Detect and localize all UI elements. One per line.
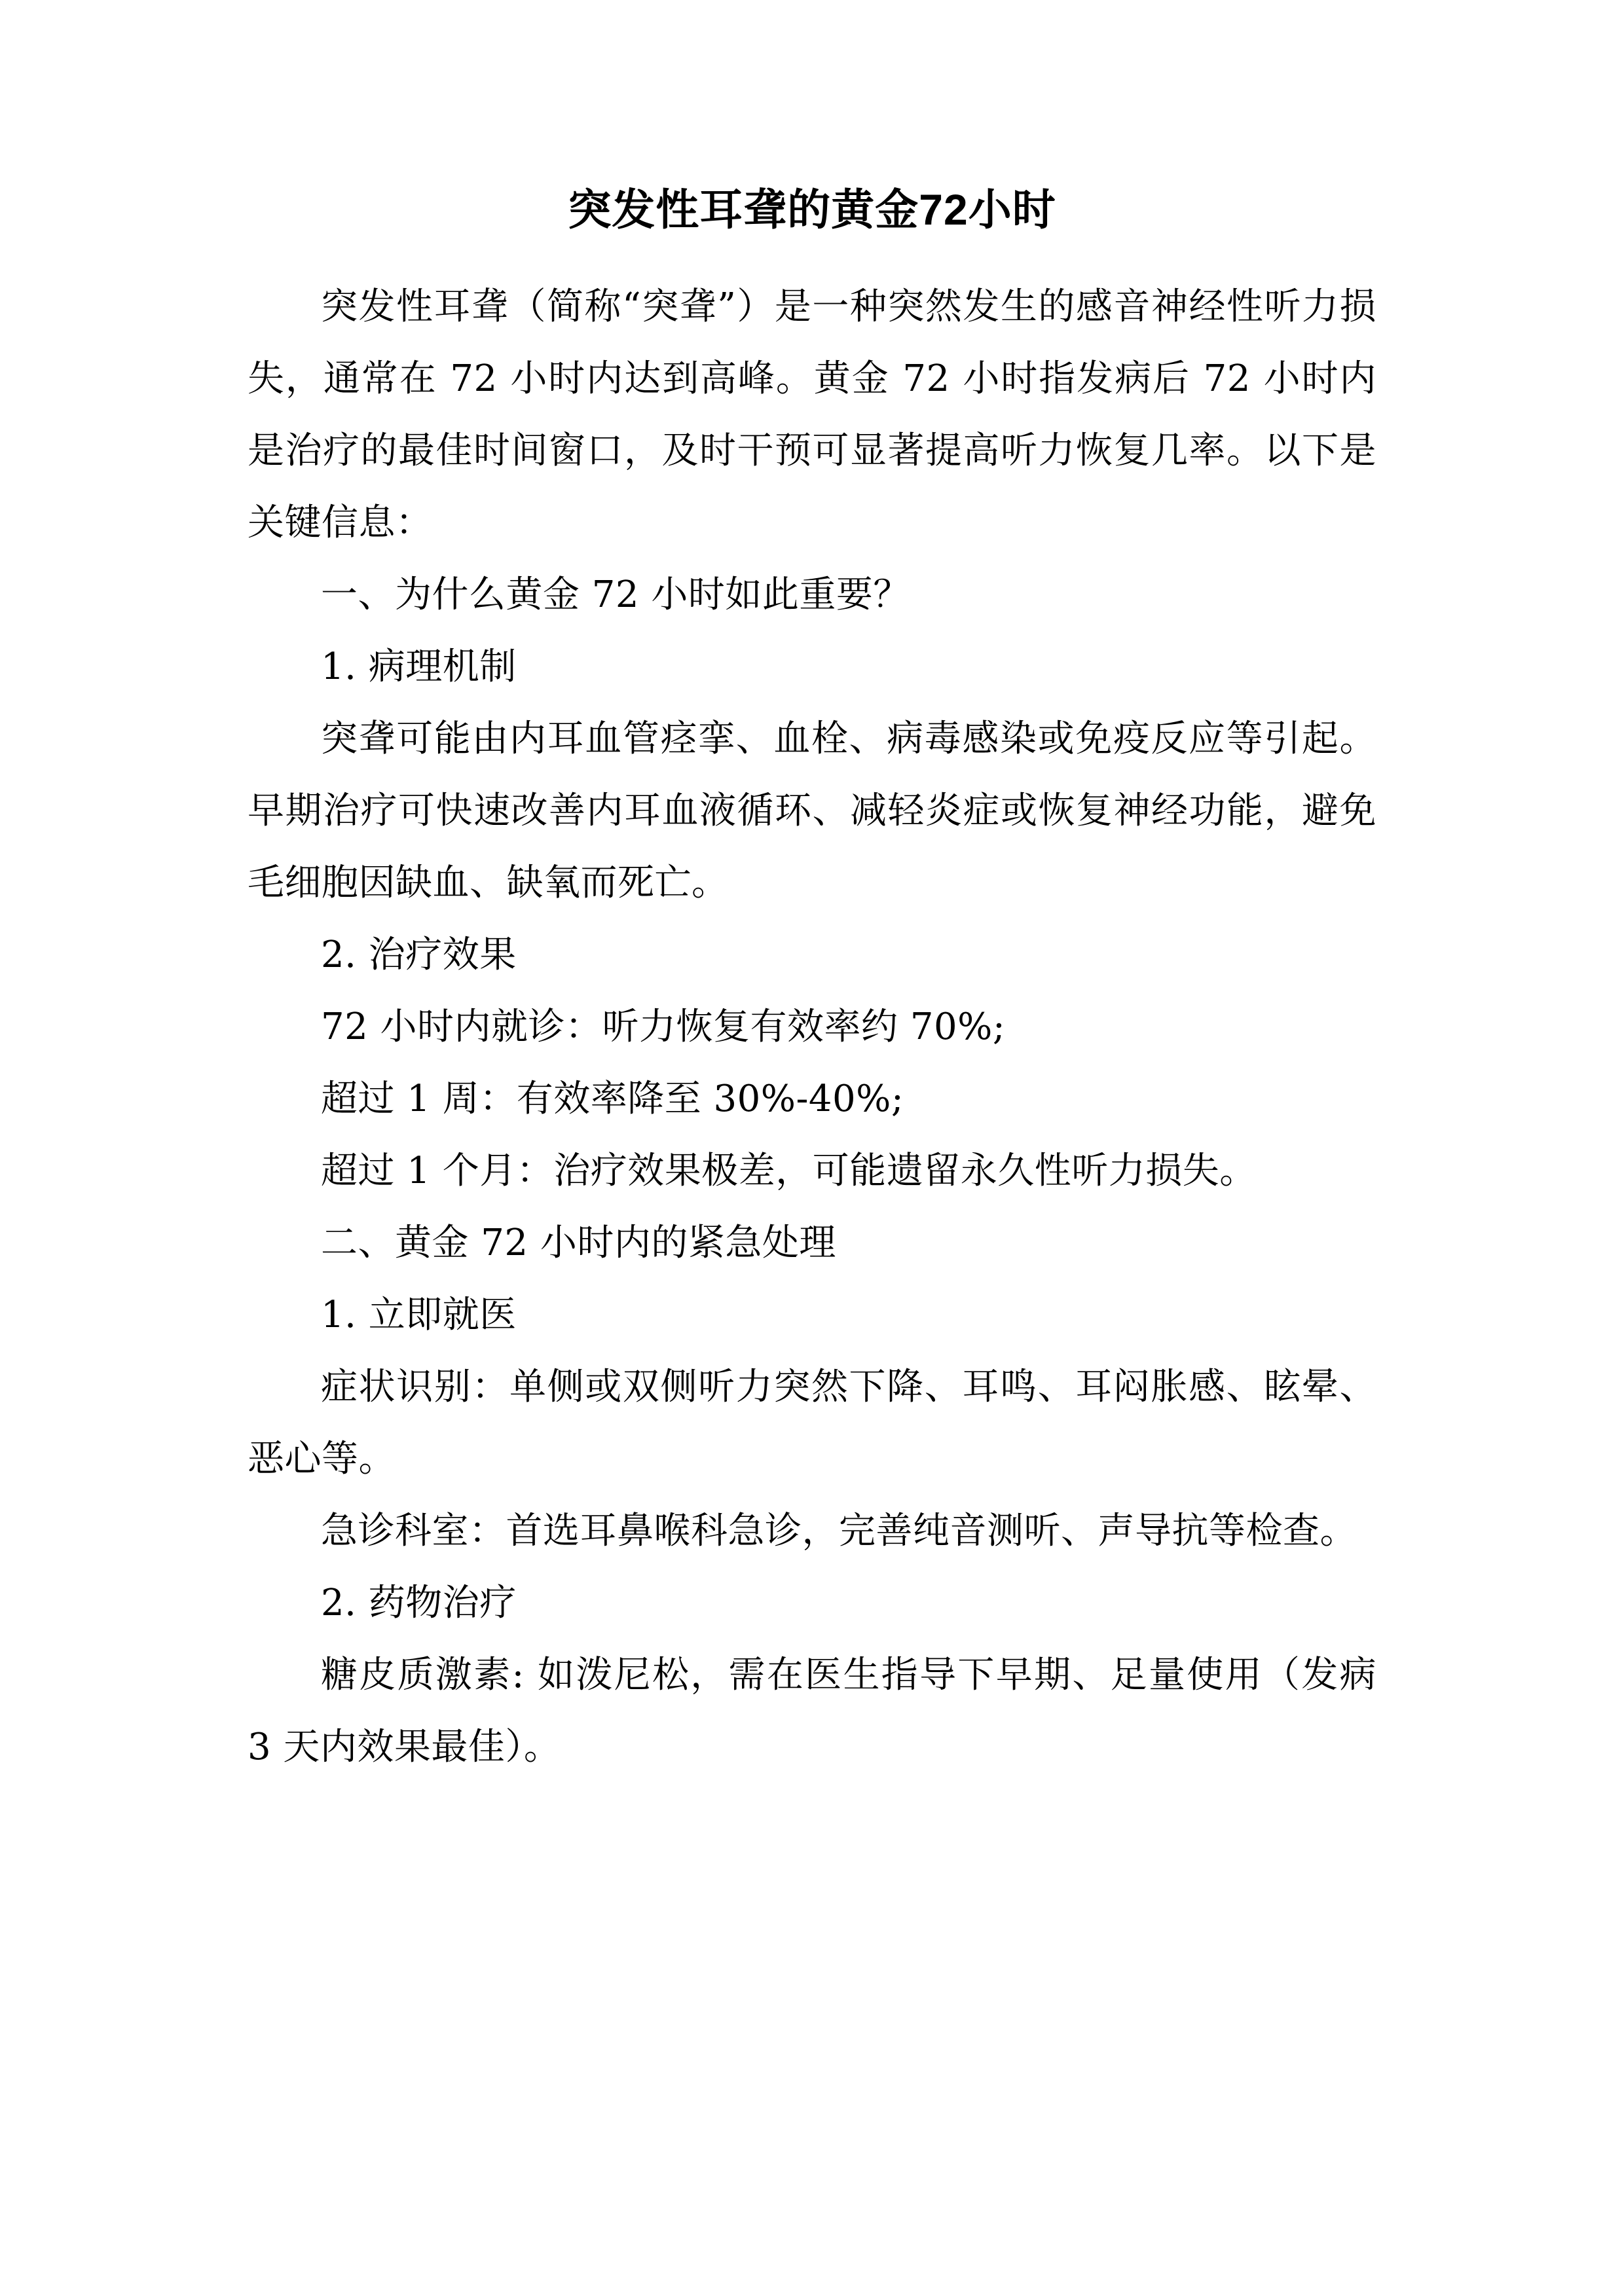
subheading-medication: 2. 药物治疗 [321, 1582, 517, 1624]
subheading-pathology: 1. 病理机制 [321, 646, 517, 688]
paragraph-symptom-recognition: 症状识别：单侧或双侧听力突然下降、耳鸣、耳闷胀感、眩晕、恶心等。 [248, 1366, 1376, 1480]
page-title: 突发性耳聋的黄金72小时 [568, 185, 1056, 234]
effect-over-one-week: 超过 1 周：有效率降至 30%-40%; [321, 1078, 904, 1120]
effect-within-72-hours: 72 小时内就诊：听力恢复有效率约 70%; [321, 1006, 1006, 1048]
effect-over-one-month: 超过 1 个月：治疗效果极差，可能遗留永久性听力损失。 [321, 1150, 1257, 1192]
paragraph-emergency-department: 急诊科室：首选耳鼻喉科急诊，完善纯音测听、声导抗等检查。 [321, 1510, 1357, 1552]
paragraph-corticosteroid: 糖皮质激素: 如泼尼松，需在医生指导下早期、足量使用（发病 3 天内效果最佳）。 [248, 1654, 1376, 1768]
subheading-treatment-effect: 2. 治疗效果 [321, 934, 517, 976]
paragraph-intro: 突发性耳聋（简称“突聋”）是一种突然发生的感音神经性听力损失，通常在 72 小时内达到高峰。黄金 72 小时指发病后 72 小时内是治疗的最佳时间窗口，及时干预可显著提高听力恢复几率。以下是关键信息： [248, 285, 1376, 544]
paragraph-pathology: 突聋可能由内耳血管痉挛、血栓、病毒感染或免疫反应等引起。早期治疗可快速改善内耳血液循环、减轻炎症或恢复神经功能，避免毛细胞因缺血、缺氧而死亡。 [248, 718, 1376, 904]
document-body [248, 177, 1376, 1783]
subheading-seek-care: 1. 立即就医 [321, 1294, 517, 1336]
section-heading-one: 一、为什么黄金 72 小时如此重要？ [321, 574, 910, 616]
section-heading-two: 二、黄金 72 小时内的紧急处理 [321, 1222, 836, 1264]
